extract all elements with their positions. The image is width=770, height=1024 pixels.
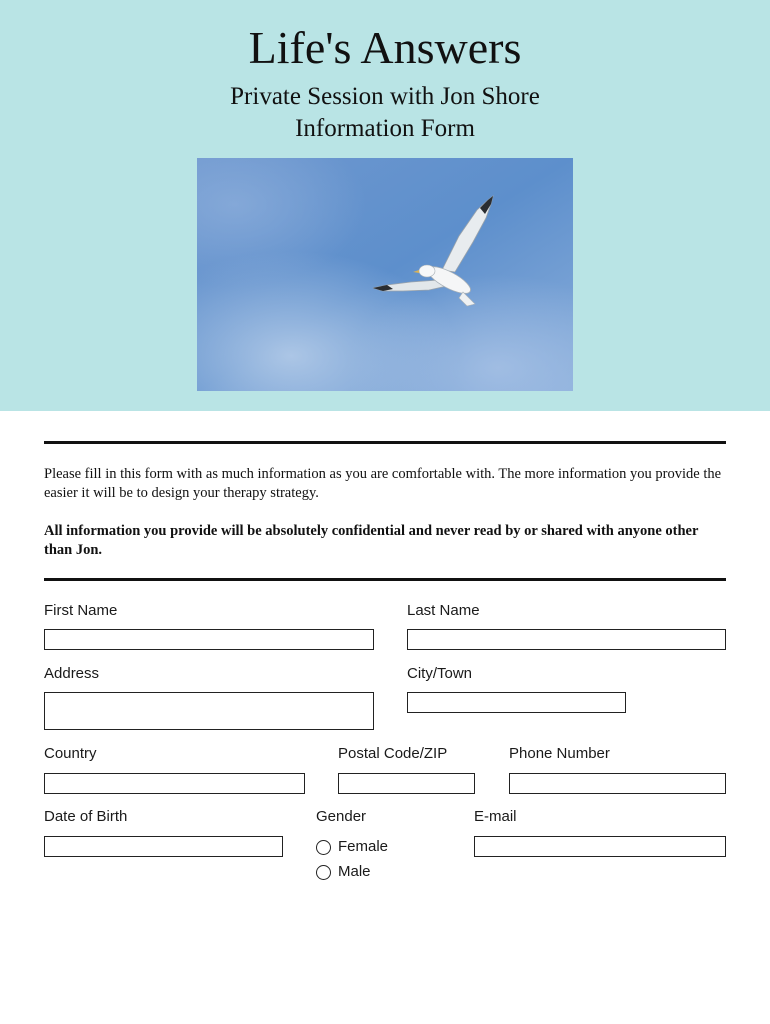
male-radio[interactable]	[316, 865, 331, 880]
email-label: E-mail	[474, 808, 517, 825]
dob-label: Date of Birth	[44, 808, 128, 825]
city-label: City/Town	[407, 665, 473, 682]
seagull-photo	[197, 158, 573, 391]
postal-code-label: Postal Code/ZIP	[338, 745, 448, 762]
page-title: Life's Answers	[248, 22, 522, 73]
gender-label: Gender	[316, 808, 367, 825]
intro-paragraph: Please fill in this form with as much information as you are comfortable with. The more information you provide the easier it will be to design your therapy strategy.	[44, 466, 722, 501]
gender-option-female[interactable]	[316, 838, 388, 856]
bottom-divider	[44, 578, 726, 581]
first-name-label: First Name	[44, 602, 118, 619]
top-divider	[44, 441, 726, 444]
email-field[interactable]	[474, 836, 726, 857]
male-label: Male	[338, 863, 371, 880]
subtitle-line-2: Information Form	[295, 115, 475, 142]
country-label: Country	[44, 745, 97, 762]
last-name-field[interactable]	[407, 629, 726, 650]
phone-field[interactable]	[509, 773, 726, 794]
subtitle-line-1: Private Session with Jon Shore	[230, 83, 540, 110]
female-radio[interactable]	[316, 840, 331, 855]
dob-field[interactable]	[44, 836, 283, 857]
first-name-field[interactable]	[44, 629, 374, 650]
country-field[interactable]	[44, 773, 305, 794]
header-banner	[0, 0, 770, 411]
address-field[interactable]	[44, 692, 374, 730]
confidential-notice: All information you provide will be absolutely confidential and never read by or shared with anyone other than Jon.	[44, 523, 699, 558]
last-name-label: Last Name	[407, 602, 480, 619]
gender-option-male[interactable]	[316, 863, 371, 881]
address-label: Address	[44, 665, 100, 682]
city-field[interactable]	[407, 692, 626, 713]
postal-code-field[interactable]	[338, 773, 475, 794]
female-label: Female	[338, 838, 389, 855]
phone-label: Phone Number	[509, 745, 610, 762]
